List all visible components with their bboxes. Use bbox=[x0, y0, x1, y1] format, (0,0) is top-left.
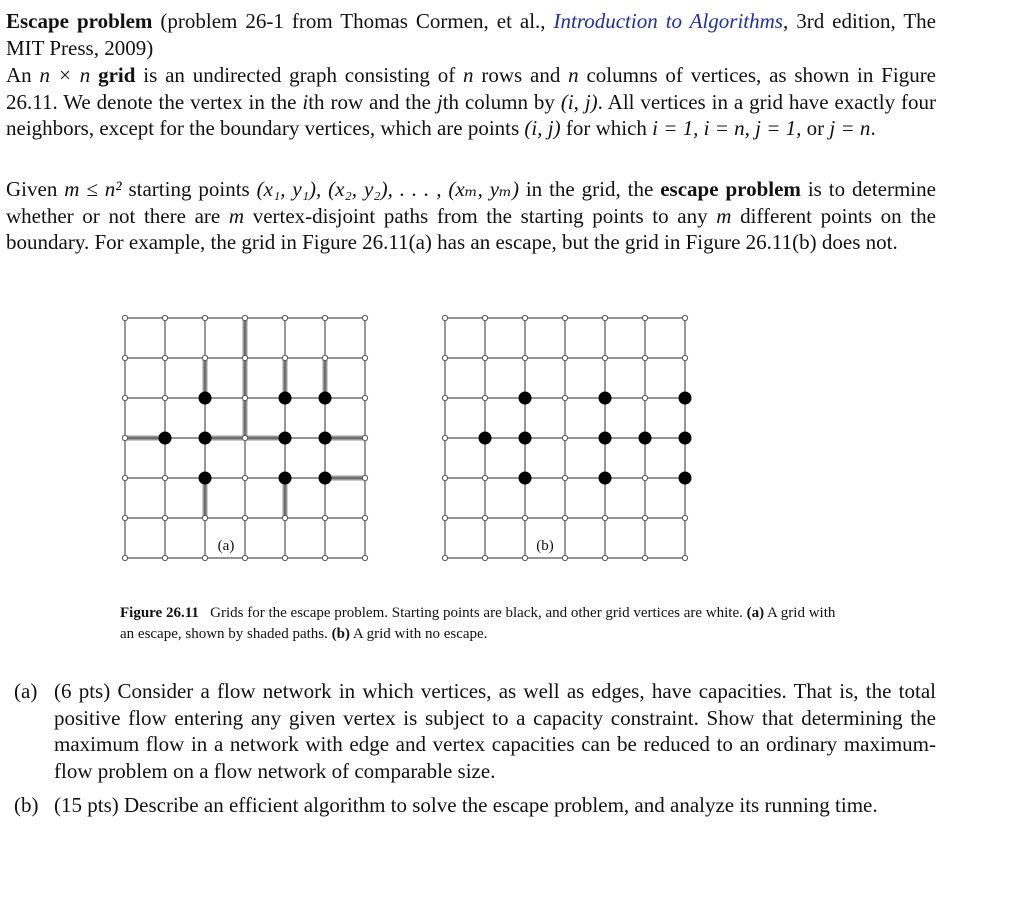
grid-vertex bbox=[562, 395, 567, 400]
grid-vertex bbox=[562, 315, 567, 320]
grid-vertex bbox=[522, 515, 527, 520]
figure-caption bbox=[120, 603, 840, 645]
grid-vertex bbox=[162, 315, 167, 320]
grid-vertex bbox=[602, 355, 607, 360]
grid-vertex bbox=[442, 435, 447, 440]
text: columns of vertices, as shown in Figure 26.11. We denote the vertex in the bbox=[6, 63, 937, 114]
question-list bbox=[14, 678, 936, 819]
grid-vertex bbox=[322, 555, 327, 560]
question-a-text: (6 pts) Consider a flow network in which vertices, as well as edges, have capacities. That is, the total positive flow entering any given vertex is subject to a capacity constraint. Show that determining the maximum flow in a network with edge and vertex capacities can be reduced to an ordinary maximum-flow problem on a flow network of comparable size. bbox=[54, 679, 936, 783]
math: m ≤ n² bbox=[64, 177, 122, 201]
grid-vertex bbox=[242, 435, 247, 440]
grid-vertex bbox=[362, 435, 367, 440]
grid-vertex bbox=[202, 315, 207, 320]
text: or bbox=[801, 116, 830, 141]
starting-point bbox=[199, 392, 212, 405]
text: . bbox=[870, 116, 876, 141]
math: (i, j) bbox=[560, 89, 598, 114]
grid-vertex bbox=[242, 315, 247, 320]
grid-vertex bbox=[122, 355, 127, 360]
starting-point bbox=[599, 392, 612, 405]
starting-point bbox=[679, 432, 692, 445]
grid-vertex bbox=[362, 395, 367, 400]
starting-point bbox=[279, 392, 292, 405]
grid-vertex bbox=[682, 515, 687, 520]
grid-vertex bbox=[322, 315, 327, 320]
starting-point bbox=[319, 432, 332, 445]
grid-vertex bbox=[282, 315, 287, 320]
math: (x₁, y₁), (x₂, y₂), . . . , (xₘ, yₘ) bbox=[256, 177, 519, 201]
starting-point bbox=[159, 432, 172, 445]
grid-vertex bbox=[562, 435, 567, 440]
grid-vertex bbox=[122, 435, 127, 440]
book-title: Introduction to Algorithms bbox=[553, 9, 783, 33]
grid-vertex bbox=[122, 555, 127, 560]
grid-vertex bbox=[522, 355, 527, 360]
math: j bbox=[436, 89, 443, 114]
starting-point bbox=[319, 472, 332, 485]
grid-vertex bbox=[282, 555, 287, 560]
text: Given bbox=[6, 177, 65, 201]
text: th row and the bbox=[308, 89, 437, 114]
grid-vertex bbox=[442, 355, 447, 360]
text: An bbox=[6, 63, 40, 87]
starting-point bbox=[519, 392, 532, 405]
grid-vertex bbox=[522, 555, 527, 560]
grid-vertex bbox=[242, 555, 247, 560]
question-b bbox=[14, 792, 936, 819]
grid-vertex bbox=[482, 555, 487, 560]
grid-vertex bbox=[242, 355, 247, 360]
grid-vertex bbox=[602, 555, 607, 560]
grid-vertex bbox=[322, 515, 327, 520]
math: i bbox=[302, 89, 309, 114]
grid-vertex bbox=[362, 315, 367, 320]
text: in the grid, the bbox=[518, 177, 661, 201]
caption-a-label: (a) bbox=[746, 605, 765, 621]
text bbox=[90, 63, 98, 87]
grid-vertex bbox=[162, 475, 167, 480]
caption-text: Grids for the escape problem. Starting points are black, and other grid vertices are white. bbox=[210, 605, 743, 621]
math: m bbox=[228, 203, 245, 228]
grid-vertex bbox=[562, 475, 567, 480]
text: . All vertices in a grid have exactly four neighbors, except for the boundary vertices, which are points bbox=[6, 89, 936, 141]
starting-point bbox=[599, 432, 612, 445]
problem-heading bbox=[6, 8, 936, 61]
starting-point bbox=[639, 432, 652, 445]
caption-b-label: (b) bbox=[331, 626, 350, 642]
math: m bbox=[716, 203, 732, 228]
question-b-text: (15 pts) Describe an efficient algorithm to solve the escape problem, and analyze its running time. bbox=[54, 793, 878, 818]
grid-vertex bbox=[362, 355, 367, 360]
starting-point bbox=[679, 392, 692, 405]
text: starting points bbox=[121, 177, 257, 201]
citation-suffix: , 3rd edition, The MIT Press, 2009) bbox=[6, 9, 936, 60]
starting-point bbox=[279, 472, 292, 485]
grid-vertex bbox=[242, 395, 247, 400]
figure-label-a: (a) bbox=[217, 538, 235, 554]
text: th column by bbox=[442, 89, 561, 114]
grid-vertex bbox=[242, 515, 247, 520]
grid-vertex bbox=[322, 355, 327, 360]
grid-vertex bbox=[562, 355, 567, 360]
escape-grid-b bbox=[430, 303, 660, 533]
grid-vertex bbox=[162, 355, 167, 360]
starting-point bbox=[199, 472, 212, 485]
grid-vertex bbox=[522, 315, 527, 320]
grid-vertex bbox=[482, 315, 487, 320]
grid-vertex bbox=[162, 515, 167, 520]
starting-point bbox=[599, 472, 612, 485]
grid-vertex bbox=[642, 515, 647, 520]
grid-vertex bbox=[162, 555, 167, 560]
starting-point bbox=[679, 472, 692, 485]
grid-vertex bbox=[202, 355, 207, 360]
grid-vertex bbox=[442, 555, 447, 560]
citation-prefix: (problem 26-1 from Thomas Cormen, et al., bbox=[152, 9, 554, 33]
grid-vertex bbox=[642, 315, 647, 320]
math: (i, j) bbox=[524, 116, 561, 141]
text: is an undirected graph consisting of bbox=[135, 63, 464, 87]
question-b-label: (b) bbox=[14, 793, 39, 818]
grid-vertex bbox=[122, 475, 127, 480]
grid-vertex bbox=[562, 515, 567, 520]
grid-vertex bbox=[442, 395, 447, 400]
grid-vertex bbox=[122, 315, 127, 320]
math: n × n bbox=[39, 63, 91, 87]
grid-vertex bbox=[682, 315, 687, 320]
figure-label-b: (b) bbox=[536, 538, 554, 554]
grid-vertex bbox=[362, 555, 367, 560]
text: rows and bbox=[473, 63, 569, 87]
grid-vertex bbox=[282, 355, 287, 360]
grid-vertex bbox=[562, 555, 567, 560]
grid-definition-paragraph bbox=[6, 62, 936, 142]
grid-vertex bbox=[362, 515, 367, 520]
grid-vertex bbox=[482, 355, 487, 360]
escape-grid-a bbox=[110, 303, 340, 533]
grid-vertex bbox=[482, 475, 487, 480]
question-a bbox=[14, 678, 936, 784]
starting-point bbox=[199, 432, 212, 445]
grid-vertex bbox=[202, 555, 207, 560]
math: j = n bbox=[829, 116, 871, 141]
starting-point bbox=[519, 432, 532, 445]
starting-point bbox=[479, 432, 492, 445]
text: vertex-disjoint paths from the starting points to any bbox=[244, 203, 717, 228]
grid-vertex bbox=[642, 555, 647, 560]
problem-title: Escape problem bbox=[6, 9, 153, 33]
grid-vertex bbox=[642, 395, 647, 400]
escape-problem-paragraph bbox=[6, 176, 936, 256]
grid-vertex bbox=[202, 515, 207, 520]
starting-point bbox=[279, 432, 292, 445]
grid-vertex bbox=[602, 315, 607, 320]
grid-vertex bbox=[442, 315, 447, 320]
caption-b-text: A grid with no escape. bbox=[349, 626, 488, 642]
starting-point bbox=[319, 392, 332, 405]
grid-vertex bbox=[642, 355, 647, 360]
grid-vertex bbox=[162, 395, 167, 400]
text: is to determine whether or not there are bbox=[6, 177, 936, 228]
math: i = 1, i = n, j = 1, bbox=[652, 116, 802, 141]
grid-vertex bbox=[442, 475, 447, 480]
term-grid: grid bbox=[98, 63, 136, 87]
grid-vertex bbox=[642, 475, 647, 480]
math: n bbox=[463, 63, 474, 87]
text: for which bbox=[560, 116, 653, 141]
grid-vertex bbox=[482, 515, 487, 520]
caption-a-text: A grid with an escape, shown by shaded paths. bbox=[120, 605, 836, 642]
question-a-label: (a) bbox=[14, 679, 38, 703]
grid-vertex bbox=[242, 475, 247, 480]
grid-vertex bbox=[282, 515, 287, 520]
math: n bbox=[568, 63, 579, 87]
grid-vertex bbox=[122, 515, 127, 520]
grid-vertex bbox=[682, 555, 687, 560]
starting-point bbox=[519, 472, 532, 485]
grid-vertex bbox=[442, 515, 447, 520]
grid-vertex bbox=[682, 355, 687, 360]
grid-vertex bbox=[362, 475, 367, 480]
caption-title: Figure 26.11 bbox=[120, 605, 199, 621]
grid-vertex bbox=[122, 395, 127, 400]
grid-vertex bbox=[602, 515, 607, 520]
escape-path bbox=[205, 318, 245, 438]
grid-vertex bbox=[482, 395, 487, 400]
text: different points on the boundary. For example, the grid in Figure 26.11(a) has an escape, but the grid in Figure 26.11(b) does not. bbox=[6, 203, 936, 255]
term-escape-problem: escape problem bbox=[660, 177, 801, 201]
